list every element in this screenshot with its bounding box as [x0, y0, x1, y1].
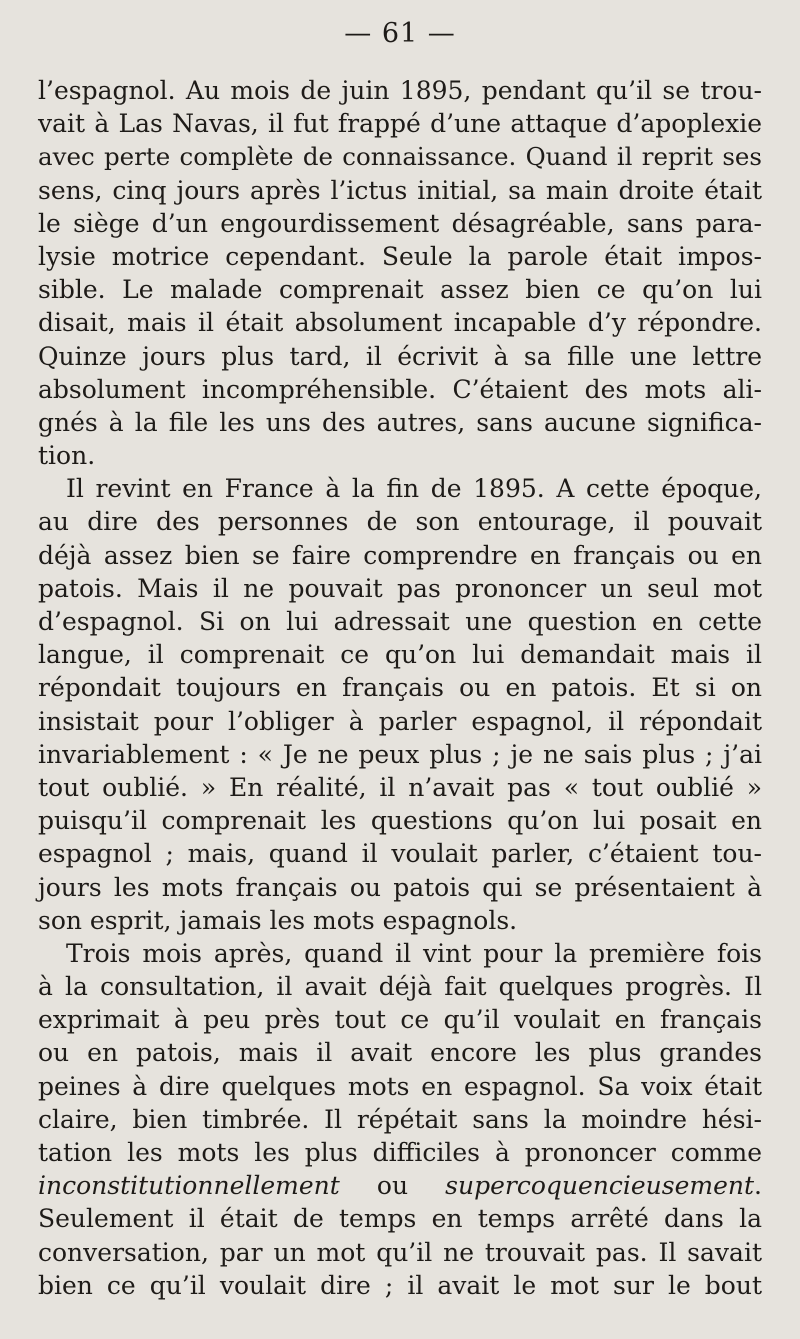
- text-line: langue, il comprenait ce qu’on lui demandait mais il: [38, 640, 762, 670]
- text-line: vait à Las Navas, il fut frappé d’une attaque d’apoplexie: [38, 109, 762, 139]
- page-number: — 61 —: [344, 18, 456, 49]
- paragraph-end-line: tion.: [38, 441, 96, 471]
- text-line: puisqu’il comprenait les questions qu’on lui posait en: [38, 806, 762, 836]
- text-line: Seulement il était de temps en temps arrêté dans la: [38, 1204, 762, 1234]
- text-line: au dire des personnes de son entourage, il pouvait: [38, 507, 762, 537]
- text-line: invariablement : « Je ne peux plus ; je ne sais plus ; j’ai: [38, 739, 762, 769]
- text-line: sible. Le malade comprenait assez bien ce qu’on lui: [38, 275, 762, 305]
- text-line: tout oublié. » En réalité, il n’avait pas « tout oublié »: [38, 772, 762, 802]
- text-line: patois. Mais il ne pouvait pas prononcer un seul mot: [38, 573, 762, 603]
- text-line: l’espagnol. Au mois de juin 1895, pendant qu’il se trou-: [38, 76, 762, 105]
- text-line: le siège d’un engourdissement désagréable, sans para-: [38, 208, 762, 238]
- text-line: sens, cinq jours après l’ictus initial, sa main droite était: [38, 175, 762, 205]
- text-line: lysie motrice cependant. Seule la parole était impos-: [38, 241, 762, 271]
- text-line: Quinze jours plus tard, il écrivit à sa fille une lettre: [38, 341, 762, 371]
- italic-word: inconstitutionnellement: [38, 1171, 340, 1201]
- text-line: répondait toujours en français ou en patois. Et si on: [38, 673, 762, 703]
- italic-word: supercoquencieusement: [445, 1171, 755, 1201]
- text-line: insistait pour l’obliger à parler espagnol, il répondait: [38, 706, 762, 736]
- text-line: conversation, par un mot qu’il ne trouvait pas. Il savait: [38, 1237, 762, 1267]
- text-line: d’espagnol. Si on lui adressait une question en cette: [38, 607, 762, 636]
- text-line: espagnol ; mais, quand il voulait parler, c’étaient tou-: [38, 839, 762, 869]
- paragraph-start-line: Il revint en France à la fin de 1895. A cette époque,: [66, 474, 762, 504]
- text-line: disait, mais il était absolument incapable d’y répondre.: [38, 308, 762, 338]
- text-line: claire, bien timbrée. Il répétait sans la moindre hési-: [38, 1104, 762, 1134]
- body-text: [38, 74, 762, 1302]
- text-line: ou en patois, mais il avait encore les plus grandes: [38, 1038, 762, 1068]
- text-line: déjà assez bien se faire comprendre en français ou en: [38, 540, 762, 570]
- line-end: .: [754, 1171, 762, 1201]
- text-line: absolument incompréhensible. C’étaient des mots ali-: [38, 374, 762, 404]
- paragraph-start-line: Trois mois après, quand il vint pour la première fois: [66, 938, 762, 968]
- text-line: avec perte complète de connaissance. Quand il reprit ses: [38, 142, 762, 172]
- text-line: bien ce qu’il voulait dire ; il avait le mot sur le bout: [38, 1270, 762, 1300]
- text-line: à la consultation, il avait déjà fait quelques progrès. Il: [38, 972, 762, 1002]
- text-line: exprimait à peu près tout ce qu’il voulait en français: [38, 1005, 762, 1035]
- text-line: peines à dire quelques mots en espagnol. Sa voix était: [38, 1071, 762, 1101]
- text-line: tation les mots les plus difficiles à prononcer comme: [38, 1138, 762, 1167]
- text-line: gnés à la file les uns des autres, sans aucune significa-: [38, 407, 762, 437]
- paragraph-end-line: son esprit, jamais les mots espagnols.: [38, 905, 518, 935]
- line-joiner: ou: [339, 1171, 446, 1201]
- text-line: jours les mots français ou patois qui se présentaient à: [38, 872, 762, 902]
- mixed-italic-line: [38, 1169, 762, 1202]
